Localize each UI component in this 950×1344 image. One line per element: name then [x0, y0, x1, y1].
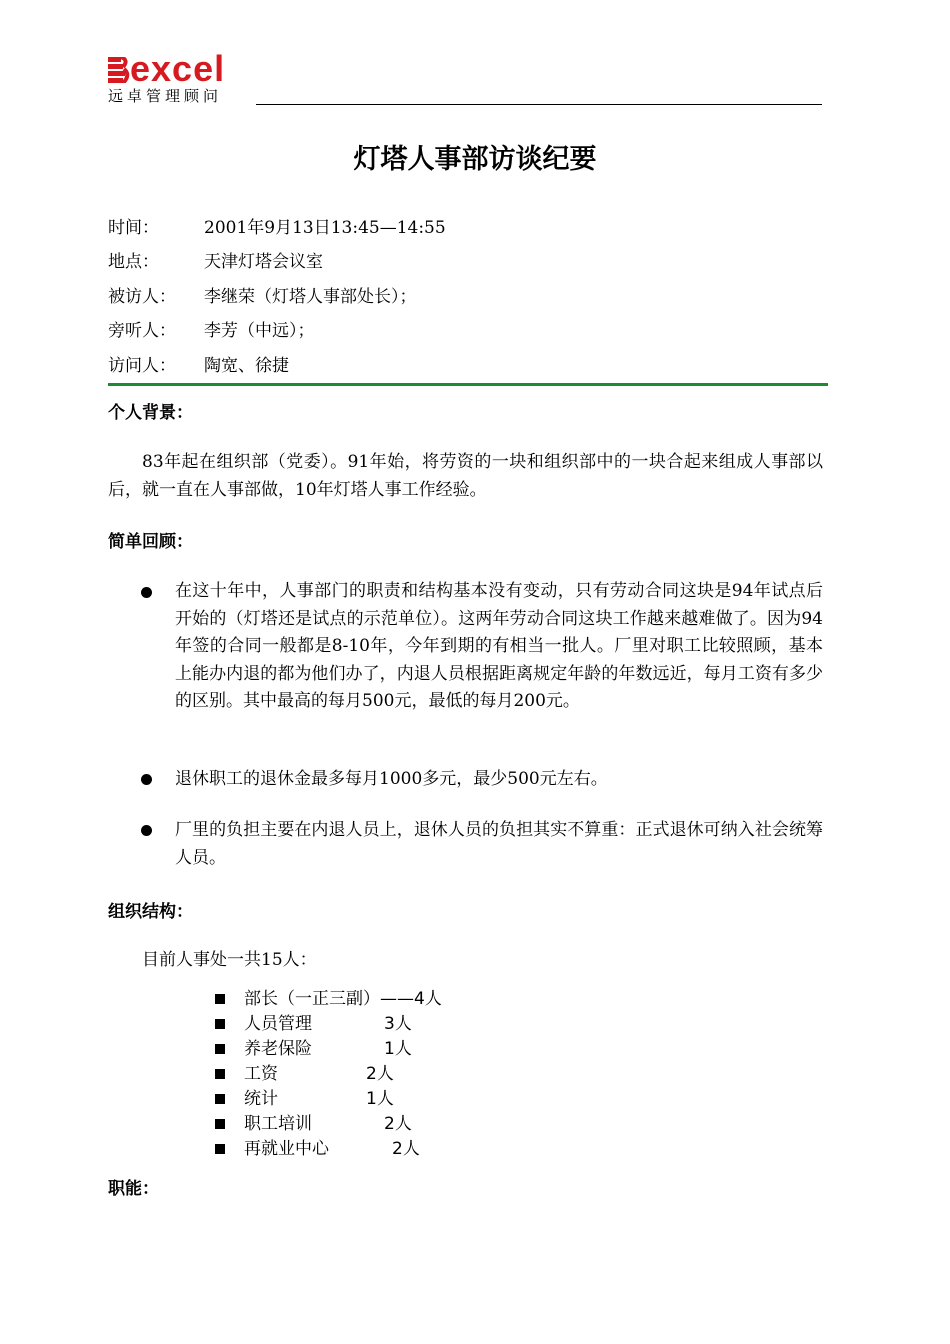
- review-heading: 简单回顾：: [108, 532, 193, 552]
- review-bullet-1: 在这十年中，人事部门的职责和结构基本没有变动，只有劳动合同这块是94年试点后开始的（灯塔还是试点的示范单位）。这两年劳动合同这块工作越来越难做了。因为94年签的合同一般都是8-10年，今年到期的有相当一批人。厂里对职工比较照顾，基本上能办内退的都为他们办了，内退人员根据距离规定年龄的年数远近，每月工资有多少的区别。其中最高的每月500元，最低的每月200元。: [175, 581, 823, 711]
- square-bullet-icon: [215, 1069, 225, 1079]
- org-item-count: 2人: [384, 1114, 412, 1134]
- org-item-count: 3人: [384, 1014, 412, 1034]
- observer-label: 旁听人：: [108, 321, 176, 341]
- bullet-dot-icon: [141, 774, 152, 785]
- observer-value: 李芳（中远）；: [204, 321, 315, 341]
- interviewee-value: 李继荣（灯塔人事部处长）；: [204, 287, 417, 307]
- section-divider: [108, 383, 828, 386]
- org-item-count: 2人: [392, 1139, 420, 1159]
- org-item-name: 统计: [244, 1089, 278, 1109]
- review-bullet-3: 厂里的负担主要在内退人员上，退休人员的负担其实不算重：正式退休可纳入社会统筹人员。: [175, 820, 823, 868]
- place-value: 天津灯塔会议室: [204, 252, 323, 272]
- function-heading: 职能：: [108, 1179, 159, 1199]
- org-heading: 组织结构：: [108, 902, 193, 922]
- place-label: 地点：: [108, 252, 159, 272]
- square-bullet-icon: [215, 1144, 225, 1154]
- org-item-count: 1人: [384, 1039, 412, 1059]
- brand-logo-word: [108, 48, 226, 89]
- square-bullet-icon: [215, 1019, 225, 1029]
- org-item-name: 再就业中心: [244, 1139, 329, 1159]
- square-bullet-icon: [215, 994, 225, 1004]
- org-intro: 目前人事处一共15人：: [142, 950, 317, 970]
- org-item-name: 部长（一正三副）——4人: [244, 989, 442, 1009]
- square-bullet-icon: [215, 1094, 225, 1104]
- bullet-dot-icon: [141, 825, 152, 836]
- time-value: 2001年9月13日13:45—14:55: [204, 218, 446, 238]
- time-label: 时间：: [108, 218, 159, 238]
- header-divider: [256, 104, 822, 105]
- background-heading: 个人背景：: [108, 403, 193, 423]
- square-bullet-icon: [215, 1119, 225, 1129]
- brand-logo: [108, 48, 258, 105]
- brand-name: excel: [130, 48, 226, 89]
- org-item-name: 工资: [244, 1064, 278, 1084]
- brand-subtitle: 远卓管理顾问: [108, 87, 223, 105]
- org-item-count: 1人: [366, 1089, 394, 1109]
- interviewee-label: 被访人：: [108, 287, 176, 307]
- document-title: 灯塔人事部访谈纪要: [353, 144, 597, 175]
- org-item-name: 职工培训: [244, 1114, 312, 1134]
- logo-b-icon: [108, 57, 130, 83]
- interviewer-value: 陶宽、徐捷: [204, 356, 289, 376]
- bullet-dot-icon: [141, 587, 152, 598]
- review-bullet-2: 退休职工的退休金最多每月1000多元，最少500元左右。: [175, 769, 608, 789]
- org-item-name: 人员管理: [244, 1014, 312, 1034]
- background-paragraph: 83年起在组织部（党委）。91年始，将劳资的一块和组织部中的一块合起来组成人事部以后，就一直在人事部做，10年灯塔人事工作经验。: [108, 452, 823, 500]
- square-bullet-icon: [215, 1044, 225, 1054]
- interviewer-label: 访问人：: [108, 356, 176, 376]
- org-item-name: 养老保险: [244, 1039, 312, 1059]
- logo-b-mark: [108, 54, 130, 80]
- org-item-count: 2人: [366, 1064, 394, 1084]
